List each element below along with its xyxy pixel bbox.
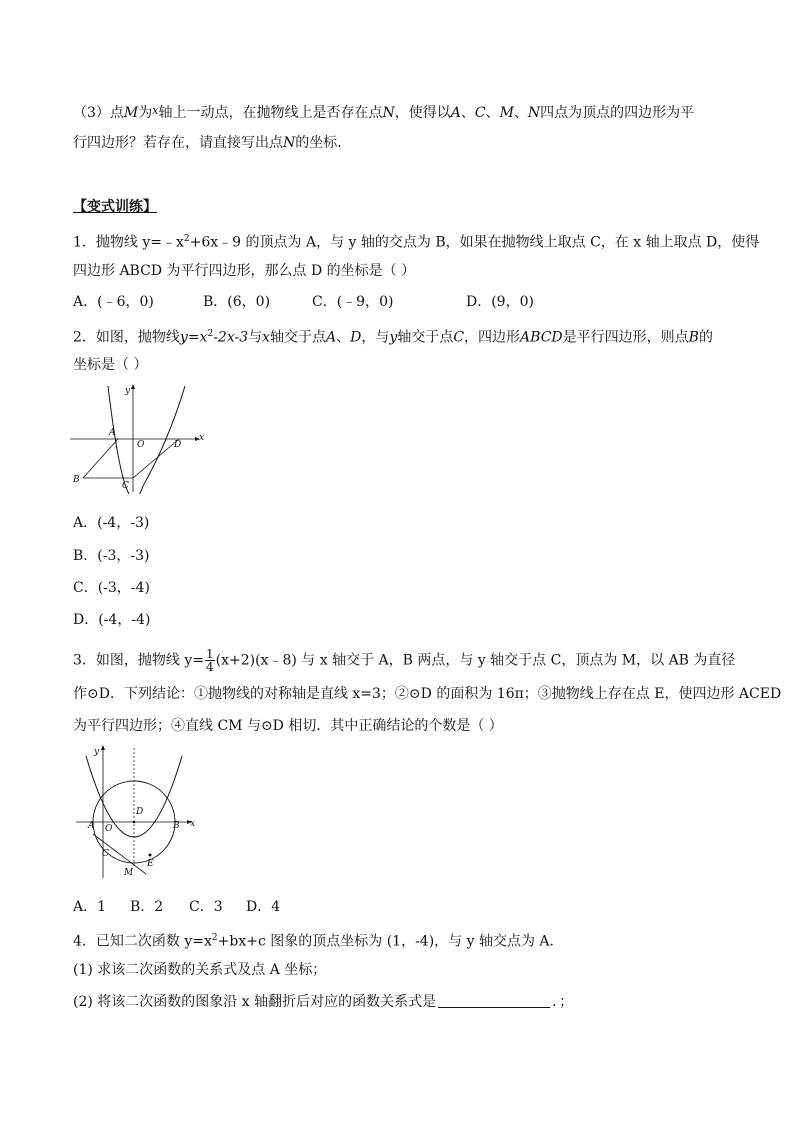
q3-part3-line1: [73, 101, 694, 123]
text: ，与: [361, 329, 390, 346]
text: 是平行四边形，则点: [562, 329, 689, 346]
text: 与: [248, 329, 263, 346]
text: 为: [138, 105, 153, 121]
var-x: x: [262, 329, 271, 346]
text: 轴交于点: [270, 329, 327, 346]
fraction: [205, 648, 215, 673]
equation: -2x-3: [213, 329, 249, 346]
superscript: 2: [211, 933, 218, 943]
problem-1-option-c: C．(﹣9，0): [312, 294, 394, 310]
problem-2-figure: [68, 382, 208, 494]
var-x: x: [152, 104, 159, 117]
label-A: A: [88, 821, 95, 831]
problem-3-option-d: D．4: [246, 899, 281, 915]
problem-2-option-b: B．(-3，-3): [73, 548, 150, 564]
problem-2-option-c: C．(-3，-4): [73, 580, 150, 596]
center-D-dot: [133, 821, 136, 824]
text: （3）点: [73, 105, 124, 121]
label-O: O: [105, 824, 113, 834]
var-C: C: [453, 329, 465, 346]
var-C: C: [474, 105, 486, 121]
text: 、: [485, 105, 500, 121]
problem-3-figure: [72, 742, 202, 882]
text: +6x﹣9 的顶点为 A，与 y 轴的交点为 B，如果在抛物线上取点 C，在 x 轴上取点 D，使得: [189, 234, 760, 251]
problem-3-option-b: B．2: [130, 899, 164, 915]
problem-1-option-b: B．(6，0): [203, 294, 271, 310]
answer-blank[interactable]: [438, 993, 550, 1008]
text: 、: [336, 329, 351, 346]
label-A: A: [109, 428, 116, 438]
text: ，使得以: [394, 105, 451, 121]
problem-1-line2: 四边形 ABCD 为平行四边形，那么点 D 的坐标是（ ）: [73, 263, 416, 279]
label-E: E: [147, 859, 154, 869]
problem-2-line1: [73, 324, 713, 348]
equation: y=x: [179, 329, 208, 346]
text: 的坐标．: [295, 135, 352, 151]
var-B: B: [688, 329, 699, 346]
problem-3-option-c: C．3: [189, 899, 223, 915]
text: 四点为顶点的四边形为平: [540, 105, 695, 121]
superscript: 2: [207, 329, 214, 339]
var-y: y: [389, 329, 398, 346]
fraction-numerator: 1: [206, 647, 214, 661]
point-E: [149, 854, 152, 857]
segment-AB: [83, 439, 118, 478]
text: 行四边形？若存在，请直接写出点: [73, 135, 283, 151]
problem-3-line2: 作⊙D．下列结论：①抛物线的对称轴是直线 x=3；②⊙D 的面积为 16π；③抛物线上存在点 E，使四边形 ACED: [73, 686, 782, 702]
problem-4-line1: [73, 928, 564, 952]
label-x: x: [190, 819, 196, 829]
problem-2-line2: 坐标是（ ）: [73, 357, 148, 373]
problem-3-option-a: A．1: [73, 899, 107, 915]
var-N: N: [527, 105, 541, 121]
text: 的: [698, 329, 713, 346]
y-axis-arrow: [131, 384, 135, 389]
var-M: M: [499, 105, 514, 121]
label-O: O: [137, 440, 145, 450]
var-N: N: [283, 135, 296, 151]
label-C: C: [122, 481, 129, 491]
problem-3-line1: [73, 648, 735, 673]
problem-1-line1: [73, 229, 759, 253]
problem-1-option-d: D．(9，0): [466, 294, 534, 310]
label-M: M: [124, 868, 134, 878]
var-D: D: [350, 329, 362, 346]
var-N: N: [382, 105, 395, 121]
text: 2．如图，抛物线: [73, 329, 180, 346]
label-y: y: [125, 386, 131, 396]
fraction-denominator: 4: [206, 660, 214, 674]
q3-part3-line2: [73, 133, 351, 153]
label-C: C: [102, 849, 109, 859]
problem-4-line2: (1) 求该二次函数的关系式及点 A 坐标；: [73, 962, 327, 978]
y-axis-arrow: [101, 745, 105, 750]
text: (2) 将该二次函数的图象沿 x 轴翻折后对应的函数关系式是: [73, 994, 437, 1010]
line-CM: [93, 834, 146, 874]
text: +bx+c 图象的顶点坐标为 (1，-4)，与 y 轴交点为 A．: [217, 933, 564, 950]
label-B: B: [173, 821, 180, 831]
section-title: 【变式训练】: [73, 199, 157, 215]
var-A: A: [450, 105, 461, 121]
label-D: D: [136, 807, 144, 817]
problem-2-option-a: A．(-4，-3): [73, 515, 150, 531]
text: 、: [460, 105, 475, 121]
text: 轴上一动点，在抛物线上是否存在点: [158, 105, 383, 121]
text: 3．如图，抛物线 y=: [73, 652, 204, 669]
var-M: M: [123, 105, 139, 121]
text: ．；: [552, 994, 574, 1010]
text: (x+2)(x﹣8) 与 x 轴交于 A，B 两点，与 y 轴交于点 C，顶点为 M，以 AB 为直径: [215, 652, 736, 669]
var-ABCD: ABCD: [520, 329, 563, 346]
problem-3-line3: 为平行四边形；④直线 CM 与⊙D 相切．其中正确结论的个数是（ ）: [73, 718, 503, 734]
problem-2-option-d: D．(-4，-4): [73, 612, 151, 628]
text: 4．已知二次函数 y=x: [73, 933, 212, 950]
var-A: A: [326, 329, 337, 346]
superscript: 2: [183, 234, 190, 244]
text: 、: [513, 105, 528, 121]
label-x: x: [199, 433, 205, 443]
label-B: B: [73, 475, 80, 485]
text: ，四边形: [464, 329, 521, 346]
problem-4-line3: [73, 992, 573, 1012]
text: 轴交于点: [397, 329, 454, 346]
text: 1．抛物线 y=﹣x: [73, 234, 184, 251]
label-y: y: [94, 747, 100, 757]
problem-1-option-a: A．(﹣6，0): [73, 294, 154, 310]
label-D: D: [174, 440, 182, 450]
